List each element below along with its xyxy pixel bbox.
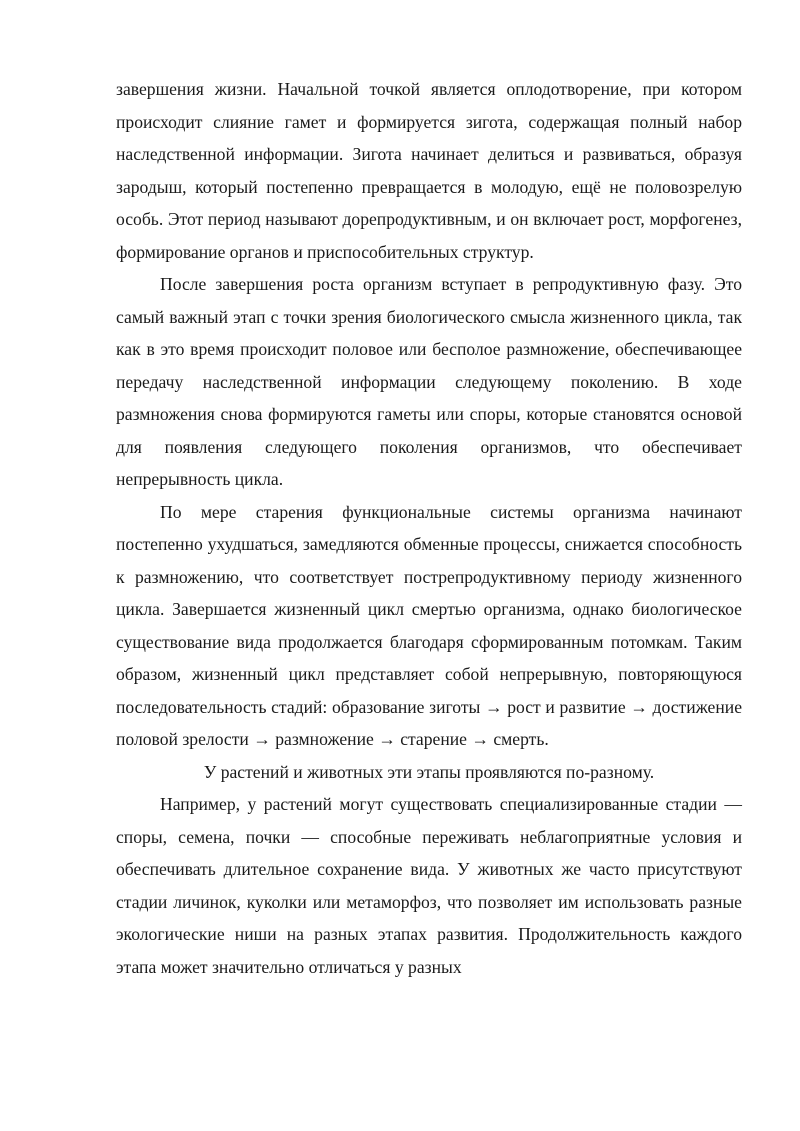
paragraph-3: По мере старения функциональные системы организма начинают постепенно ухудшаться, замедляются обменные процессы, снижается способность к размножению, что соответствует пострепродуктивному периоду жизненного цикла. Завершается жизненный цикл смертью организма, однако биологическое существование вида продолжается благодаря сформированным потомкам. Таким образом, жизненный цикл представляет собой непрерывную, повторяющуюся последовательность стадий: образование зиготы → рост и развитие → достижение половой зрелости → размножение → старение → смерть.: [116, 501, 742, 749]
paragraph-1: завершения жизни. Начальной точкой является оплодотворение, при котором происходит слияние гамет и формируется зигота, содержащая полный набор наследственной информации. Зигота начинает делиться и развиваться, образуя зародыш, который постепенно превращается в молодую, ещё не половозрелую особь. Этот период называют дорепродуктивным, и он включает рост, морфогенез, формирование органов и приспособительных структур.: [116, 79, 742, 262]
document-body: [116, 73, 742, 983]
paragraph-4: У растений и животных эти этапы проявляются по-разному.: [203, 761, 655, 782]
paragraph-5: Например, у растений могут существовать специализированные стадии — споры, семена, почки — способные переживать неблагоприятные условия и обеспечивать длительное сохранение вида. У животных же часто присутствуют стадии личинок, куколки или метаморфоз, что позволяет им использовать разные экологические ниши на разных этапах развития. Продолжительность каждого этапа может значительно отличаться у разных: [116, 794, 742, 977]
paragraph-2: После завершения роста организм вступает в репродуктивную фазу. Это самый важный этап с точки зрения биологического смысла жизненного цикла, так как в это время происходит половое или бесполое размножение, обеспечивающее передачу наследственной информации следующему поколению. В ходе размножения снова формируются гаметы или споры, которые становятся основой для появления следующего поколения организмов, что обеспечивает непрерывность цикла.: [116, 274, 742, 489]
